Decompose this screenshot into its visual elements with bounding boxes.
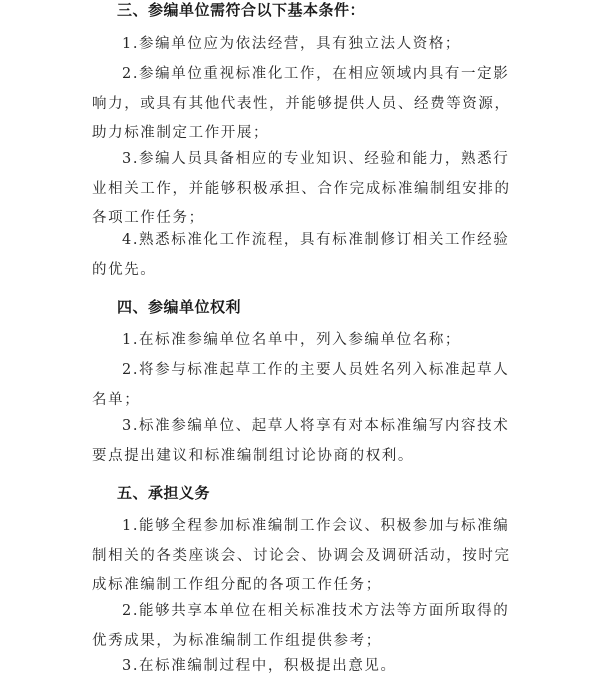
text-line: 制相关的各类座谈会、讨论会、协调会及调研活动，按时完 [92, 547, 511, 564]
text-line: 要点提出建议和标准编制组讨论协商的权利。 [92, 447, 414, 464]
text-line: 2.能够共享本单位在相关标准技术方法等方面所取得的 [122, 603, 510, 619]
text-line: 3.在标准编制过程中，积极提出意见。 [122, 658, 397, 674]
text-line: 1.在标准参编单位名单中，列入参编单位名称； [122, 332, 462, 348]
section-3-item-1 [92, 30, 522, 60]
section-4-item-3 [92, 412, 522, 471]
section-4-item-1 [92, 326, 522, 356]
text-line: 响力，或具有其他代表性，并能够提供人员、经费等资源， [92, 95, 511, 112]
text-line: 2.将参与标准起草工作的主要人员姓名列入标准起草人 [122, 362, 510, 378]
section-5-item-3 [92, 652, 522, 682]
section-3-heading: 三、参编单位需符合以下基本条件： [117, 1, 366, 19]
text-line: 的优先。 [92, 261, 157, 278]
text-line: 1.参编单位应为依法经营，具有独立法人资格； [122, 36, 462, 52]
text-line: 优秀成果，为标准编制工作组提供参考； [92, 632, 382, 649]
section-4-item-2 [92, 356, 522, 415]
section-4-heading: 四、参编单位权利 [117, 298, 242, 316]
text-line: 3.参编人员具备相应的专业知识、经验和能力，熟悉行 [122, 151, 510, 167]
text-line: 助力标准制定工作开展； [92, 125, 270, 141]
section-5-item-1 [92, 512, 522, 601]
text-line: 3.标准参编单位、起草人将享有对本标准编写内容技术 [122, 418, 510, 434]
section-5-heading: 五、承担义务 [117, 484, 211, 502]
section-3-item-4 [92, 226, 522, 285]
section-5-item-2 [92, 597, 522, 656]
text-line: 名单； [92, 391, 141, 408]
text-line: 成标准编制工作组分配的各项工作任务； [92, 577, 382, 593]
text-line: 业相关工作，并能够积极承担、合作完成标准编制组安排的 [92, 180, 511, 197]
text-line: 2.参编单位重视标准化工作，在相应领域内具有一定影 [122, 66, 510, 82]
text-line: 4.熟悉标准化工作流程，具有标准制修订相关工作经验 [122, 232, 510, 248]
text-line: 1.能够全程参加标准编制工作会议、积极参加与标准编 [122, 518, 510, 534]
section-3-item-2 [92, 60, 522, 149]
text-line: 各项工作任务； [92, 210, 205, 226]
section-3-item-3 [92, 145, 522, 234]
